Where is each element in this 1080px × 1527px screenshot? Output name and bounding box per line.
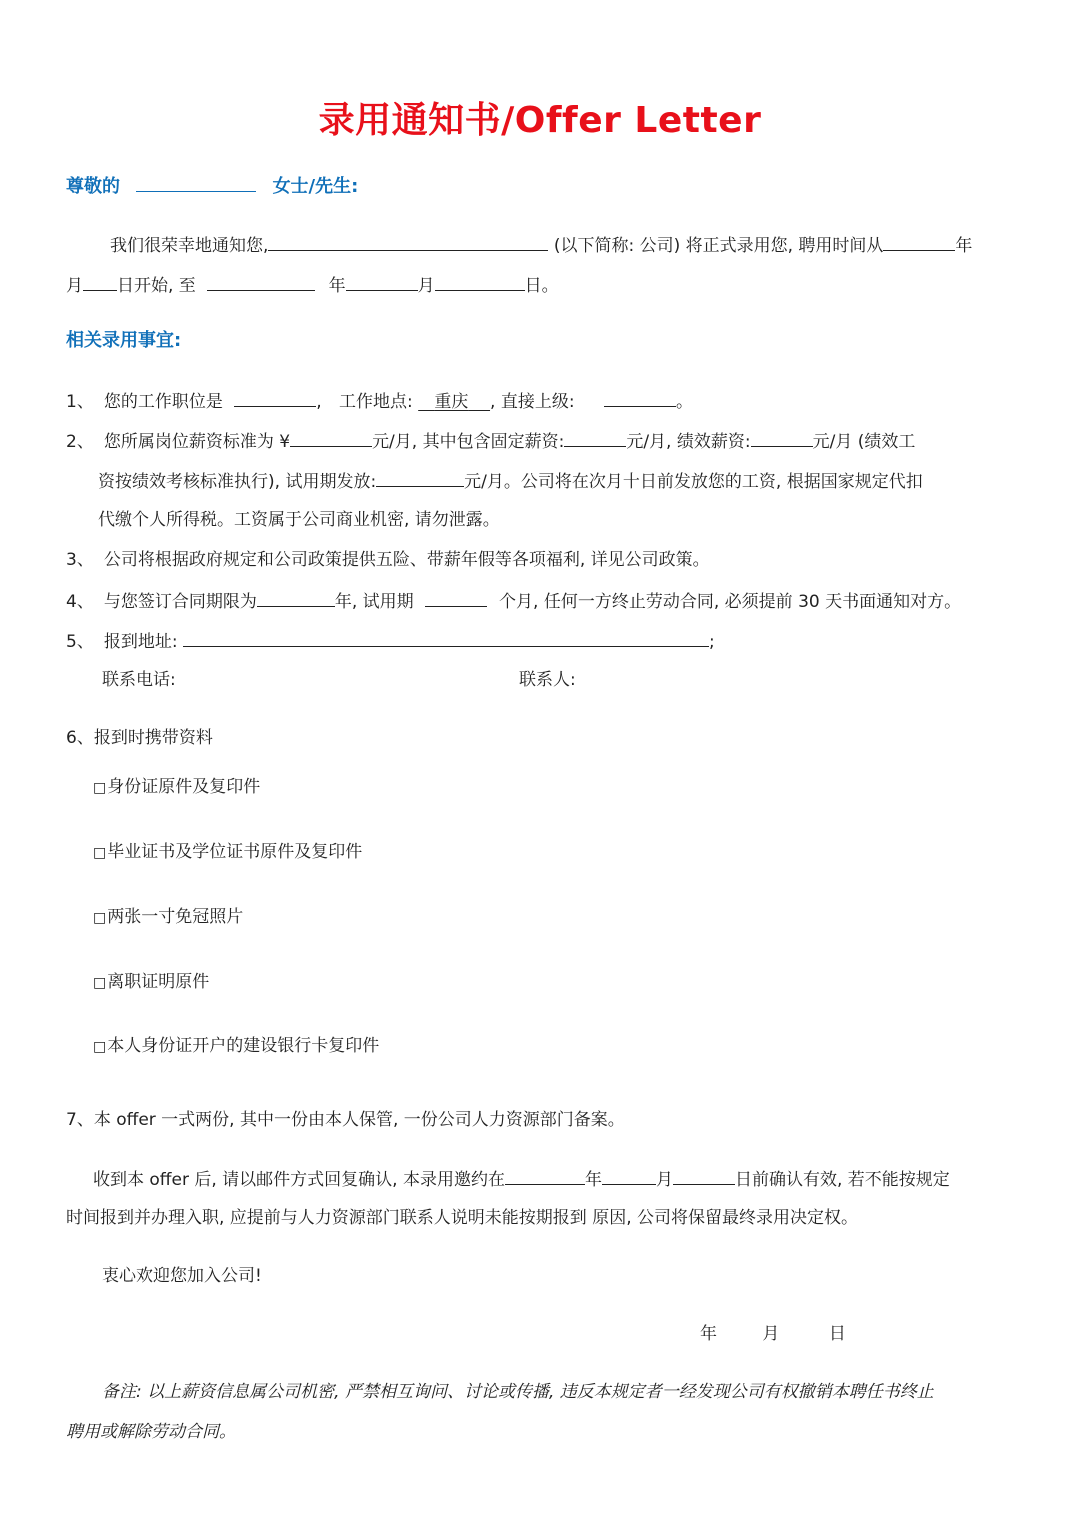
item-5-text-address: 报到地址:: [103, 632, 178, 652]
material-label: 毕业证书及学位证书原件及复印件: [107, 842, 363, 862]
material-label: 身份证原件及复印件: [107, 777, 261, 797]
section-heading: 相关录用事宜:: [66, 330, 182, 351]
contact-person-label: 联系人:: [519, 670, 576, 690]
item-1-end: 。: [675, 392, 693, 412]
item-1-text-supervisor: , 直接上级:: [490, 392, 575, 412]
greeting-prefix: 尊敬的: [66, 176, 120, 197]
material-item: [93, 970, 209, 995]
item-1-text-location: 工作地点:: [339, 392, 413, 412]
item-number: 5、: [66, 632, 94, 652]
work-location-text: 重庆: [434, 392, 469, 412]
confirm-month-blank: [602, 1166, 656, 1185]
item-2-line-3: 代缴个人所得税。工资属于公司商业机密, 请勿泄露。: [98, 510, 500, 530]
item-2-text-salary: 您所属岗位薪资标准为 ¥: [103, 432, 291, 452]
intro-text-end-day: 日。: [524, 276, 559, 296]
item-5: [66, 628, 715, 654]
item-number: 2、: [66, 432, 94, 452]
item-6-heading: 6、报到时携带资料: [66, 728, 213, 748]
confirm-line-2: 时间报到并办理入职, 应提前与人力资源部门联系人说明未能按期报到 原因, 公司将保留最终录用决定权。: [66, 1208, 859, 1228]
confirm-day-blank: [673, 1166, 735, 1185]
item-3: [66, 548, 710, 572]
material-item: [93, 775, 260, 800]
intro-text-end-year: 年: [328, 276, 346, 296]
intro-text-a: 我们很荣幸地通知您,: [110, 236, 269, 256]
intro-text-b: (以下简称: 公司) 将正式录用您, 聘用时间从: [553, 236, 884, 256]
intro-text-month: 月: [66, 276, 83, 296]
welcome-text: 衷心欢迎您加入公司!: [102, 1266, 262, 1286]
checkbox-icon: □: [93, 780, 107, 796]
item-7: 7、本 offer 一式两份, 其中一份由本人保管, 一份公司人力资源部门备案。: [66, 1110, 625, 1130]
item-3-text: 公司将根据政府规定和公司政策提供五险、带薪年假等各项福利, 详见公司政策。: [103, 550, 710, 570]
date-month-label: 月: [762, 1324, 780, 1344]
material-label: 本人身份证开户的建设银行卡复印件: [107, 1036, 380, 1056]
intro-line-1: [110, 232, 972, 258]
item-4-text-notice: 个月, 任何一方终止劳动合同, 必须提前 30 天书面通知对方。: [499, 592, 962, 612]
intro-line-2: [66, 272, 559, 298]
probation-salary-blank: [376, 468, 464, 487]
checkbox-icon: □: [93, 1039, 107, 1055]
item-2-line-1: [66, 428, 915, 454]
contract-years-blank: [257, 588, 335, 607]
recipient-name-blank: [136, 173, 256, 192]
confirm-text-a: 收到本 offer 后, 请以邮件方式回复确认, 本录用邀约在: [93, 1170, 505, 1190]
confirm-text-d: 日前确认有效, 若不能按规定: [734, 1170, 950, 1190]
item-number: 3、: [66, 550, 94, 570]
material-item: [93, 905, 243, 930]
item-2-line-2: [98, 468, 923, 494]
end-day-blank: [435, 272, 525, 291]
item-1: 1、 您的工作职位是 , 工作地点: 重庆 , 直接上级: 。: [66, 388, 693, 414]
item-2-text-performance: 元/月, 绩效薪资:: [626, 432, 751, 452]
note-line-2: 聘用或解除劳动合同。: [66, 1422, 236, 1442]
end-date-blank: [207, 272, 315, 291]
position-blank: [234, 388, 316, 407]
intro-text-c: 年: [955, 236, 973, 256]
intro-text-end-month: 月: [417, 276, 435, 296]
checkbox-icon: □: [93, 975, 107, 991]
confirm-line-1: [93, 1166, 950, 1192]
date-year-label: 年: [700, 1324, 717, 1344]
item-2-text-d: 元/月 (绩效工: [812, 432, 916, 452]
confirm-text-month: 月: [655, 1170, 673, 1190]
item-2-text-payday: 元/月。公司将在次月十日前发放您的工资, 根据国家规定代扣: [464, 472, 923, 492]
item-number: 1、: [66, 392, 94, 412]
item-number: 4、: [66, 592, 94, 612]
report-address-blank: [183, 628, 709, 647]
date-day-label: 日: [828, 1324, 846, 1344]
probation-months-blank: [425, 588, 487, 607]
start-year-blank: [883, 232, 955, 251]
company-name-blank: [268, 232, 548, 251]
checkbox-icon: □: [93, 910, 107, 926]
intro-text-start: 日开始, 至: [117, 276, 196, 296]
fixed-salary-blank: [564, 428, 626, 447]
work-location-value: [418, 392, 490, 412]
material-item: [93, 1034, 379, 1059]
confirm-text-year: 年: [584, 1170, 602, 1190]
material-label: 两张一寸免冠照片: [107, 907, 244, 927]
greeting: [66, 173, 358, 199]
salary-blank: [290, 428, 372, 447]
item-2-text-probation: 资按绩效考核标准执行), 试用期发放:: [98, 472, 377, 492]
material-item: [93, 840, 362, 865]
item-4-text-contract: 与您签订合同期限为: [103, 592, 257, 612]
item-4-text-probation: 年, 试用期: [334, 592, 414, 612]
item-5-end: ;: [708, 632, 715, 652]
contact-phone-label: 联系电话:: [102, 670, 176, 690]
signature-date: [700, 1322, 846, 1346]
item-1-text-position: 您的工作职位是: [103, 392, 223, 412]
end-year-blank: [346, 272, 418, 291]
checkbox-icon: □: [93, 845, 107, 861]
start-month-blank: [83, 272, 117, 291]
material-label: 离职证明原件: [107, 972, 210, 992]
confirm-year-blank: [505, 1166, 585, 1185]
item-4: [66, 588, 961, 614]
note-line-1: 备注: 以上薪资信息属公司机密, 严禁相互询问、讨论或传播, 违反本规定者一经发现公司有权撤销本聘任书终止: [102, 1382, 934, 1402]
supervisor-blank: [604, 388, 676, 407]
performance-salary-blank: [751, 428, 813, 447]
greeting-suffix: 女士/先生:: [272, 176, 359, 197]
item-2-text-fixed: 元/月, 其中包含固定薪资:: [372, 432, 565, 452]
document-title: 录用通知书/Offer Letter: [318, 100, 762, 141]
